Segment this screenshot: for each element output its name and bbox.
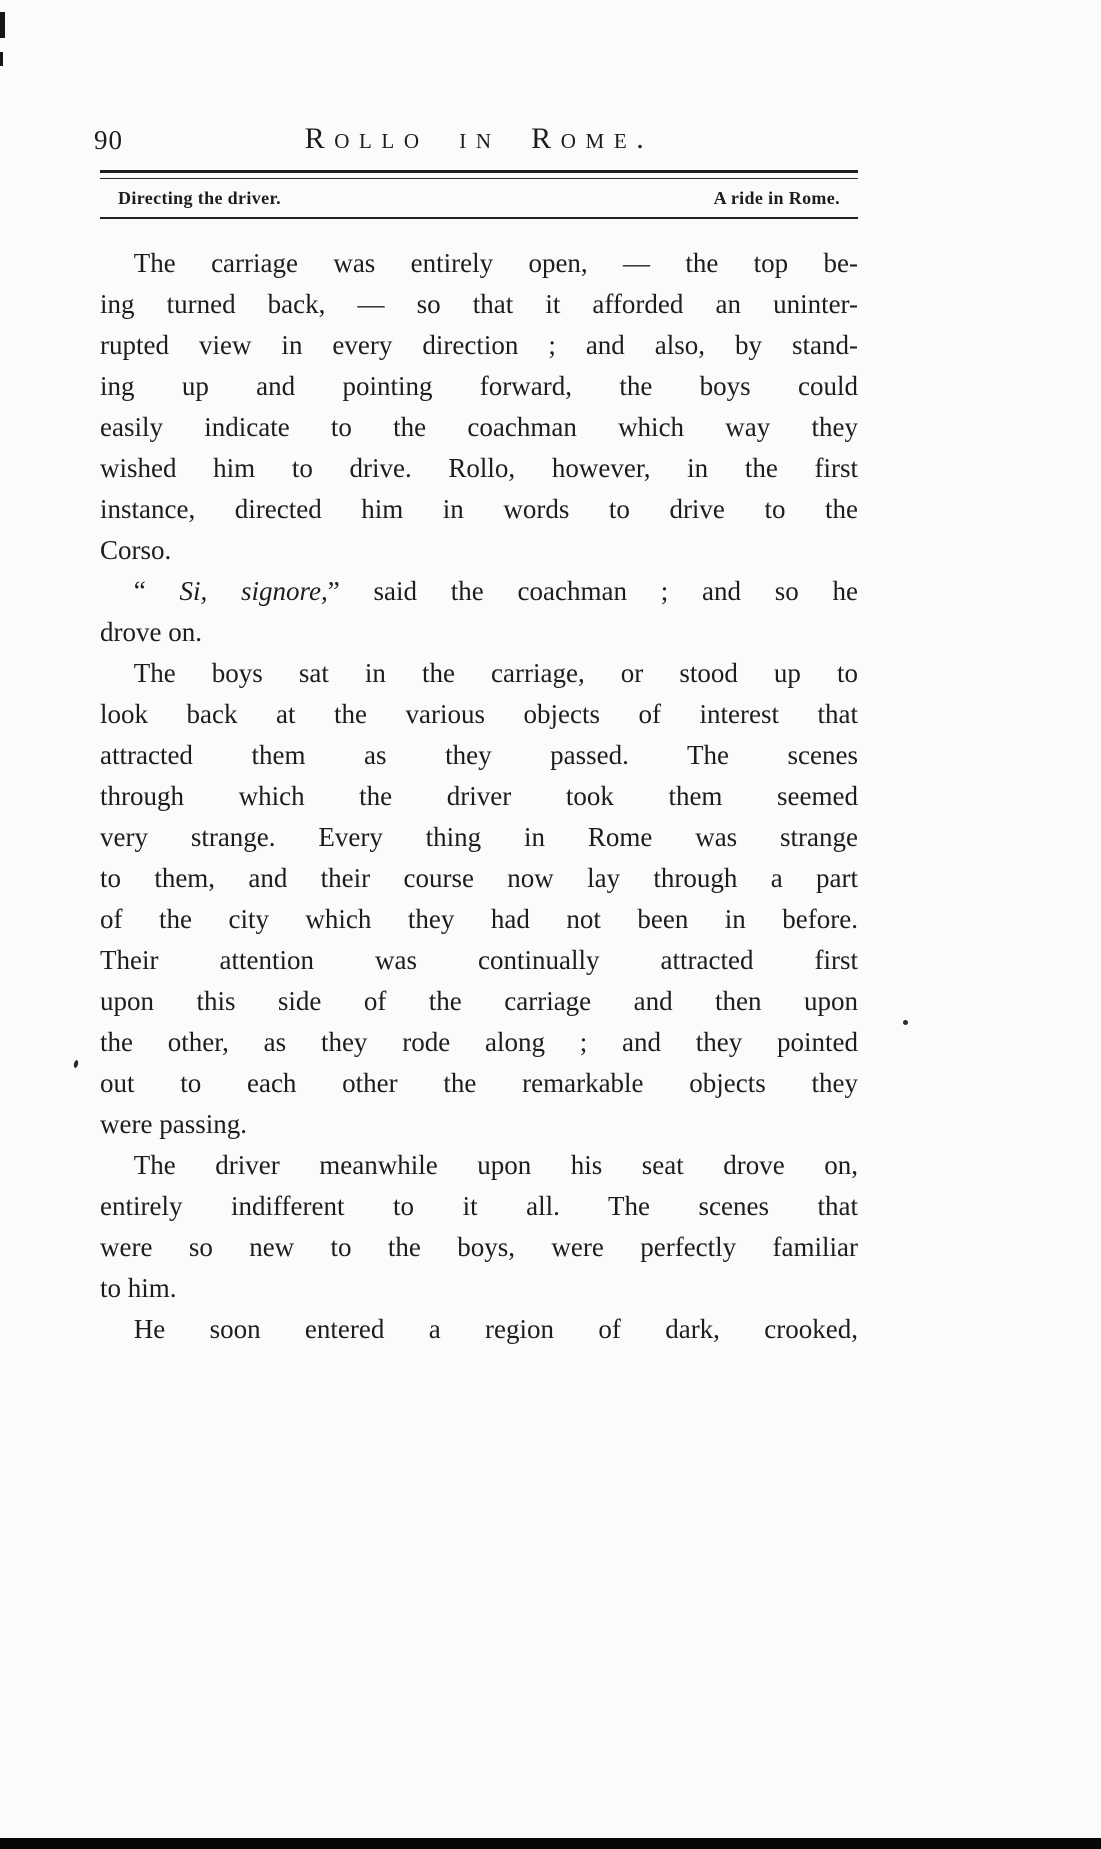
text-line: upon this side of the carriage and then upon — [100, 986, 858, 1016]
text-line: Their attention was continually attracted first — [100, 945, 858, 975]
text-line: Corso. — [100, 535, 172, 565]
paragraph — [100, 1309, 858, 1350]
text-line: entirely indifferent to it all. The scenes that — [100, 1191, 858, 1221]
text-line: of the city which they had not been in before. — [100, 904, 858, 934]
scan-edge-mark — [0, 12, 5, 38]
running-head — [94, 112, 858, 156]
text-line: The boys sat in the carriage, or stood up to — [133, 658, 858, 688]
paragraph — [100, 571, 858, 653]
italic-text: Si, signore, — [179, 576, 328, 606]
plain-text: “ — [133, 576, 180, 606]
paragraph — [100, 243, 858, 571]
subheading-right: A ride in Rome. — [713, 188, 840, 208]
double-rule — [100, 170, 858, 179]
page-content — [94, 112, 858, 1350]
text-line: instance, directed him in words to drive to the — [100, 494, 858, 524]
single-rule — [100, 217, 858, 219]
scan-edge-mark — [0, 52, 3, 66]
text-line: ing turned back, — so that it afforded an uninter- — [100, 289, 858, 319]
text-line: ing up and pointing forward, the boys could — [100, 371, 858, 401]
subheading-left: Directing the driver. — [118, 188, 282, 208]
text-line: very strange. Every thing in Rome was strange — [100, 822, 858, 852]
page-number: 90 — [94, 125, 123, 155]
text-line: wished him to drive. Rollo, however, in the first — [100, 453, 858, 483]
text-line: to them, and their course now lay through a part — [100, 863, 858, 893]
text-line: were so new to the boys, were perfectly familiar — [100, 1232, 858, 1262]
text-line: were passing. — [100, 1109, 247, 1139]
text-line: the other, as they rode along ; and they pointed — [100, 1027, 858, 1057]
book-title: Rollo in Rome. — [304, 122, 654, 155]
text-line: He soon entered a region of dark, crooked, — [133, 1314, 858, 1344]
page-subheadings — [100, 179, 858, 217]
body-text — [100, 243, 858, 1350]
text-line: drove on. — [100, 617, 202, 647]
paragraph — [100, 1145, 858, 1309]
text-line: attracted them as they passed. The scenes — [100, 740, 858, 770]
text-line: The carriage was entirely open, — the top be- — [133, 248, 858, 278]
text-line: out to each other the remarkable objects they — [100, 1068, 858, 1098]
text-line: to him. — [100, 1273, 177, 1303]
scan-bottom-bar — [0, 1838, 1101, 1849]
text-line: The driver meanwhile upon his seat drove on, — [133, 1150, 858, 1180]
scan-speck — [73, 1060, 79, 1069]
scan-speck — [903, 1020, 908, 1025]
text-line: look back at the various objects of interest that — [100, 699, 858, 729]
text-line: rupted view in every direction ; and also, by stand- — [100, 330, 858, 360]
paragraph — [100, 653, 858, 1145]
text-line: easily indicate to the coachman which way they — [100, 412, 858, 442]
plain-text: ” said the coachman ; and so he — [327, 576, 858, 606]
text-line: through which the driver took them seemed — [100, 781, 858, 811]
text-line — [100, 571, 858, 612]
